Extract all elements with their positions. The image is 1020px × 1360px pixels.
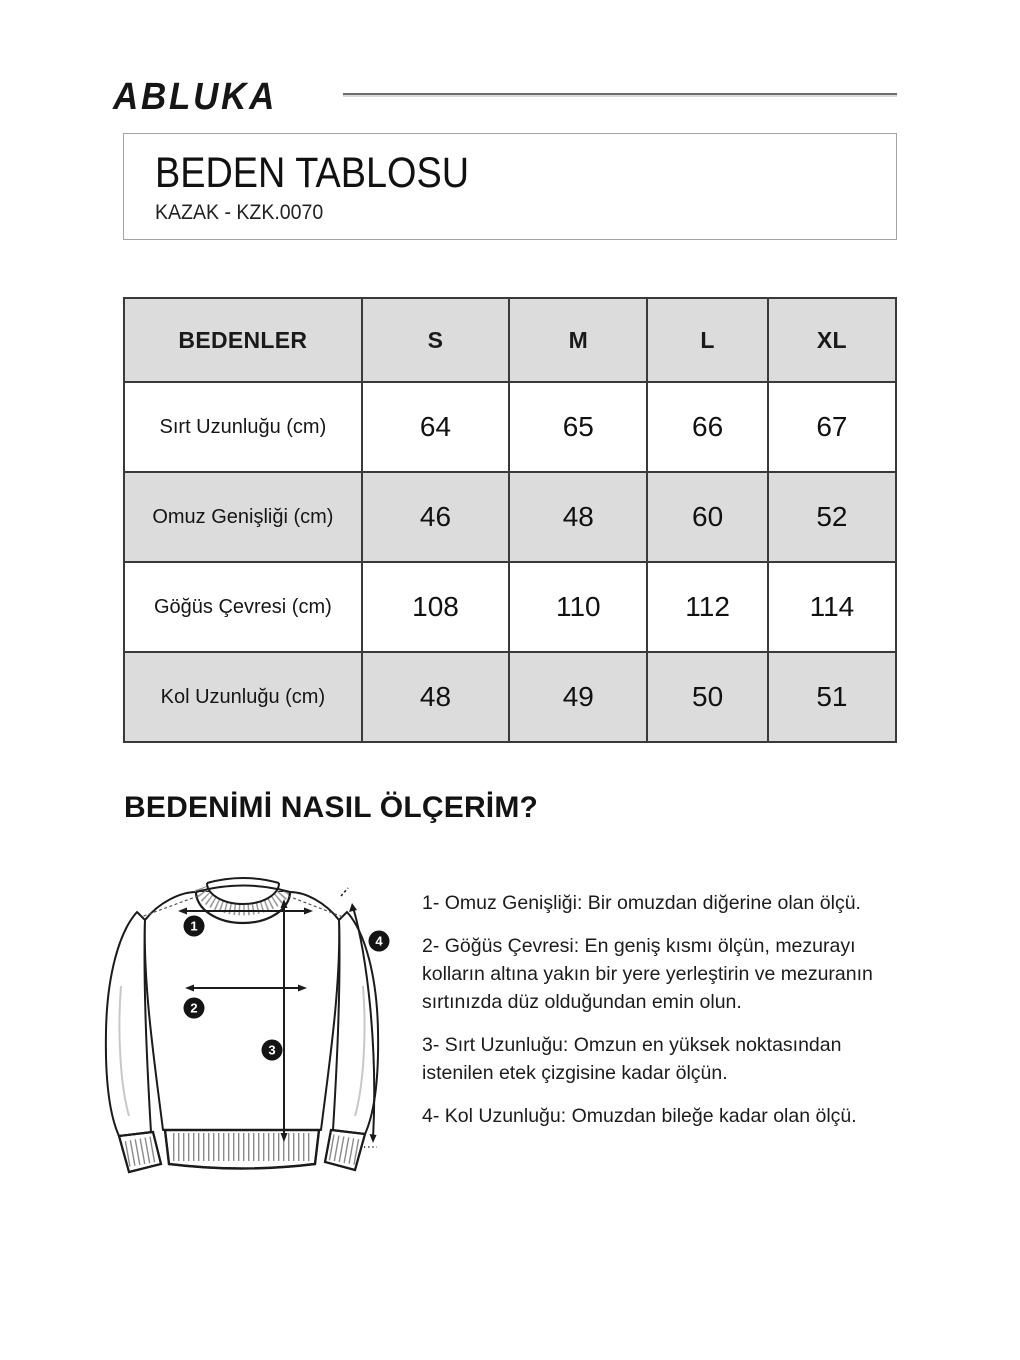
size-value: 108 [362,562,509,652]
table-row [124,382,896,472]
brand-logo: ABLUKA [113,76,278,118]
sweater-measurement-illustration [95,866,415,1196]
size-value: 112 [647,562,767,652]
instruction-item-3: 3- Sırt Uzunluğu: Omzun en yüksek noktasından istenilen etek çizgisine kadar ölçün. [422,1034,842,1084]
left-cuff-ribbing [119,1132,161,1172]
torso [145,892,339,1130]
size-value: 46 [362,472,509,562]
column-header-m: M [509,298,647,382]
instruction-item-4: 4- Kol Uzunluğu: Omuzdan bileğe kadar olan ölçü. [422,1105,857,1127]
table-row [124,652,896,742]
page-title: BEDEN TABLOSU [155,149,470,197]
row-label: Sırt Uzunluğu (cm) [124,382,362,472]
marker-number-4: 4 [375,933,383,949]
product-code: KAZAK - KZK.0070 [155,201,324,225]
table-row [124,562,896,652]
measurement-instructions [422,889,914,1130]
row-label: Göğüs Çevresi (cm) [124,562,362,652]
size-value: 67 [768,382,896,472]
column-header-l: L [647,298,767,382]
size-value: 48 [362,652,509,742]
how-to-heading: BEDENİMİ NASIL ÖLÇERİM? [124,791,539,824]
row-label: Kol Uzunluğu (cm) [124,652,362,742]
size-value: 48 [509,472,647,562]
marker-number-2: 2 [190,1000,198,1016]
column-header-bedenler: BEDENLER [124,298,362,382]
table-row [124,472,896,562]
size-value: 65 [509,382,647,472]
size-table [123,297,897,743]
size-value: 114 [768,562,896,652]
size-value: 51 [768,652,896,742]
size-value: 110 [509,562,647,652]
header-divider [343,93,897,97]
size-value: 49 [509,652,647,742]
instruction-item-2: 2- Göğüs Çevresi: En geniş kısmı ölçün, mezurayı kolların altına yakın bir yere yerleştirin ve mezuranın sırtınızda düz olduğundan emin olun. [422,935,873,1013]
column-header-xl: XL [768,298,896,382]
size-value: 64 [362,382,509,472]
size-value: 66 [647,382,767,472]
marker-number-1: 1 [190,918,198,934]
row-label: Omuz Genişliği (cm) [124,472,362,562]
instruction-item-1: 1- Omuz Genişliği: Bir omuzdan diğerine olan ölçü. [422,892,861,914]
title-box [123,133,897,240]
table-header-row [124,298,896,382]
right-cuff-ribbing [325,1130,365,1170]
marker-number-3: 3 [268,1042,276,1058]
size-value: 52 [768,472,896,562]
size-value: 50 [647,652,767,742]
sweater-diagram [95,866,415,1196]
hem-ribbing [165,1130,319,1169]
column-header-s: S [362,298,509,382]
size-value: 60 [647,472,767,562]
